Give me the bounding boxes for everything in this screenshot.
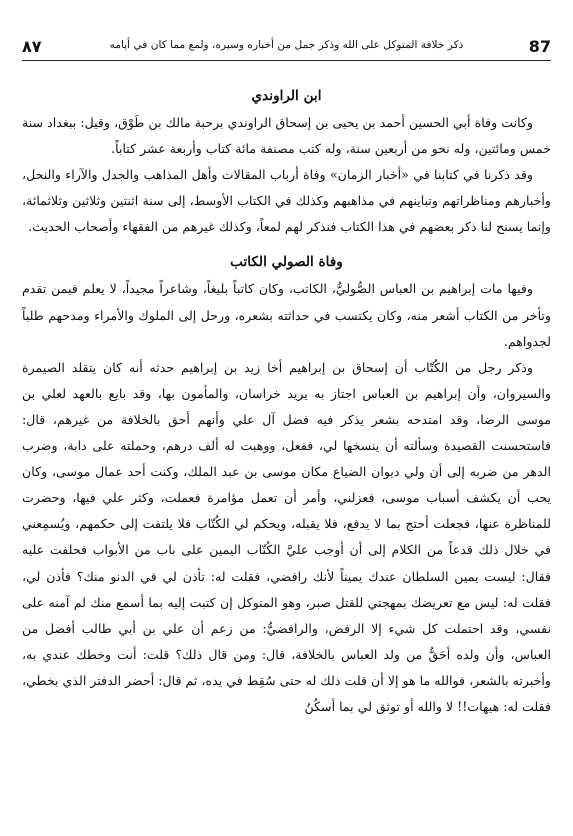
page-number-arabic: ٨٧: [22, 37, 42, 56]
paragraph: وكانت وفاة أبي الحسين أحمد بن يحيى بن إسحاق الراوندي برحبة مالك بن طَوْق، وقيل: ببغداد سنة خمس ومائتين، وله نحو من أربعين سنة، وله كتب مصنفة مائة كتاب وأربعة عشر كتاباً.: [22, 115, 551, 157]
paragraph: وقد ذكرنا في كتابنا في «أخبار الزمان» وفاة أرباب المقالات وأهل المذاهب والجدل والآراء والنحل، وأخبارهم ومناظراتهم وتباينهم في مذاهبهم وكذلك في الكتاب الأوسط، إلى سنة اثنتين وثلاثين وثلاثمائة، وإنما يسنح لنا ذكر بعضهم في هذا الكتاب فنذكر لهم لمعاً، وكذلك غيرهم من الفقهاء وأصحاب الحديث.: [22, 167, 551, 235]
page-number-latin: 87: [528, 37, 551, 56]
page-body: [22, 82, 551, 720]
paragraph: وفيها مات إبراهيم بن العباس الصُّوليُّ، الكاتب، وكان كاتباً بليغاً، وشاعراً مجيداً، لا يعلم فيمن تقدم وتأخر من الكتاب أشعر منه، وكان يكتسب في حداثته بشعره، ورحل إلى الملوك والأمراء ومدحهم طلباً لجدواهم.: [22, 281, 551, 349]
section-title-ibn-al-rawandi: ابن الراوندي: [251, 88, 322, 104]
paragraph: وذكر رجل من الكُتّاب أن إسحاق بن إبراهيم أخا زيد بن إبراهيم حدثه أنه كان يتقلد الصيمرة والسيروان، وأن إبراهيم بن العباس اجتاز به يريد خراسان، والمأمون بها، وقد بايع بالعهد لعلي بن موسى الرضا، وقد امتدحه بشعر يذكر فيه فضل آل علي وأنهم أحق بالخلافة من غيرهم، قال: فاستحسنت القصيدة وسألته أن ينسخها لي، ففعل، ووهبت له ألف درهم، وحملته على دابة، وضرب الدهر من ضربه إلى أن ولي ديوان الضياع مكان موسى بن عبد الملك، وكنت أحد عمال موسى، وكان يحب أن يكشف أسباب موسى، فعزلني، وأمر أن تعمل مؤامرة فعملت، وكثر علي فيها، وحضرت للمناظرة عنها، فجعلت أحتج بما لا يدفع، فلا يقبله، ويحكم لي الكُتّاب فلا يلتفت إلى حكمهم، ويُسمِعني في خلال ذلك قدعاً من الكلام إلى أن أوجب عليَّ الكُتّاب اليمين على باب من الأبواب فحلفت عليه فقال: ليست يمين السلطان عندك يميناً لأنك رافضي، فقلت له: تأذن لي في الدنو منك؟ فأذن لي، فقلت له: ليس مع تعريضك بمهجتي للقتل صبر، وهو المتوكل إن كتبت إليه بما أسمع منك لم آمنه على نفسي، وقد احتملت كل شيء إلا الرفض، والرافضيُّ: من زعم أن علي بن أبي طالب أفضل من العباس، وأن ولده أحَقُّ من ولد العباس بالخلافة، قال: ومن قال ذلك؟ قلت: أنت وخطك عندي به، وأخبرته بالشعر، فوالله ما هو إلا أن قلت ذلك له حتى سُقِط في يده، ثم قال: أحضر الدفتر الذي بخطي، فقلت له: هيهات!! لا والله أو توثق لي بما أسكُنُ: [22, 359, 552, 714]
page-header: [22, 36, 551, 61]
section-title-death-of-al-suli: وفاة الصولي الكاتب: [230, 254, 343, 271]
running-title: ذكر خلافة المتوكل على الله وذكر جمل من أخباره وسيره، ولمع مما كان في أيامه: [109, 39, 464, 51]
